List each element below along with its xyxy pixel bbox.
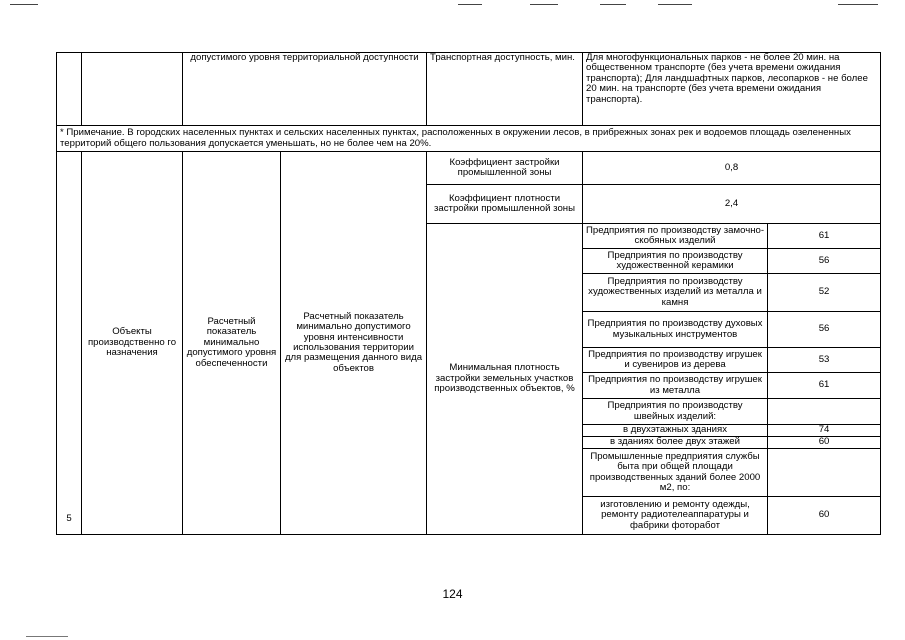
item-value: 52 bbox=[768, 274, 881, 312]
item-value: 74 bbox=[768, 425, 881, 437]
item-value: 60 bbox=[768, 437, 881, 449]
build-coefficient-label: Коэффициент застройки промышленной зоны bbox=[427, 152, 583, 185]
standards-table bbox=[56, 52, 881, 535]
table-row bbox=[57, 53, 881, 126]
object-name-cell: Объекты производственно го назначения bbox=[82, 152, 183, 535]
build-coefficient-value: 0,8 bbox=[583, 152, 881, 185]
row-number: 5 bbox=[57, 152, 82, 535]
item-value: 61 bbox=[768, 373, 881, 399]
item-name: Предприятия по производству замочно-скобяных изделий bbox=[583, 224, 768, 249]
item-name: Промышленные предприятия службы быта при общей площади производственных зданий более 2000 м2, по: bbox=[583, 449, 768, 497]
item-value: 53 bbox=[768, 348, 881, 373]
page-number: 124 bbox=[442, 587, 463, 601]
item-name: Предприятия по производству художественных изделий из металла и камня bbox=[583, 274, 768, 312]
item-name: в зданиях более двух этажей bbox=[583, 437, 768, 449]
indicator-type-cell: Расчетный показатель минимально допустимого уровня обеспеченности bbox=[183, 152, 281, 535]
item-name: Предприятия по производству швейных изделий: bbox=[583, 399, 768, 425]
value-cell: Для многофункциональных парков - не более 20 мин. на общественном транспорте (без учета времени ожидания транспорта); Для ландшафтных парков, лесопарков - не более 20 мин. на транспорте (без учета времени ожидания транспорта). bbox=[583, 53, 881, 126]
density-coefficient-label: Коэффициент плотности застройки промышленной зоны bbox=[427, 185, 583, 224]
scan-edge-line bbox=[26, 636, 68, 637]
cell-empty bbox=[82, 53, 183, 126]
item-value: 56 bbox=[768, 249, 881, 274]
scan-edge-line bbox=[600, 4, 626, 5]
item-value: 61 bbox=[768, 224, 881, 249]
note-cell: * Примечание. В городских населенных пунктах и сельских населенных пунктах, расположенных в окружении лесов, в прибрежных зонах рек и водоемов площадь озелененных территорий общего пользования допускается уменьшать, но не более чем на 20%. bbox=[57, 126, 881, 152]
item-name: Предприятия по производству игрушек из металла bbox=[583, 373, 768, 399]
scan-edge-line bbox=[658, 4, 692, 5]
table-row bbox=[57, 126, 881, 152]
item-name: Предприятия по производству игрушек и сувениров из дерева bbox=[583, 348, 768, 373]
indicator-cell: допустимого уровня территориальной доступности bbox=[183, 53, 427, 126]
scan-edge-line bbox=[530, 4, 558, 5]
scan-edge-line bbox=[10, 4, 38, 5]
table-row bbox=[57, 152, 881, 185]
item-name: Предприятия по производству художественной керамики bbox=[583, 249, 768, 274]
item-value bbox=[768, 399, 881, 425]
item-name: в двухэтажных зданиях bbox=[583, 425, 768, 437]
min-density-label: Минимальная плотность застройки земельных участков производственных объектов, % bbox=[427, 224, 583, 535]
item-name: Предприятия по производству духовых музыкальных инструментов bbox=[583, 312, 768, 348]
indicator-description-cell: Расчетный показатель минимально допустимого уровня интенсивности использования территории для размещения данного вида объектов bbox=[281, 152, 427, 535]
density-coefficient-value: 2,4 bbox=[583, 185, 881, 224]
item-value: 60 bbox=[768, 497, 881, 535]
unit-cell: Транспортная доступность, мин. bbox=[427, 53, 583, 126]
item-value: 56 bbox=[768, 312, 881, 348]
item-value bbox=[768, 449, 881, 497]
cell-empty bbox=[57, 53, 82, 126]
scan-edge-line bbox=[458, 4, 482, 5]
item-name: изготовлению и ремонту одежды, ремонту радиотелеаппаратуры и фабрики фоторабот bbox=[583, 497, 768, 535]
scan-edge-line bbox=[838, 4, 878, 5]
